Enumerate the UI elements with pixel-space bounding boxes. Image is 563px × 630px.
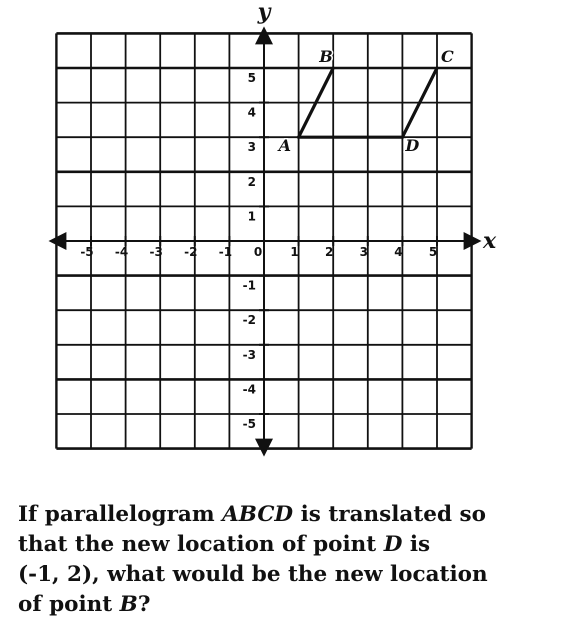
x-tick-label: 3 — [359, 245, 368, 259]
question-line-4 — [18, 590, 553, 620]
point-name: B — [119, 592, 138, 617]
question-text-segment: If parallelogram — [18, 502, 223, 527]
y-tick-label: 4 — [247, 105, 256, 120]
x-tick-label: ‑2 — [184, 245, 198, 259]
x-axis-label: x — [483, 228, 497, 254]
vertex-label-B: B — [319, 47, 333, 66]
vertex-label-A: A — [278, 136, 292, 156]
axes — [52, 30, 478, 453]
question-line-3: (‑1, 2), what would be the new location — [18, 562, 488, 587]
question-line-2 — [18, 530, 553, 560]
y-tick-label: 1 — [247, 209, 256, 224]
question-text-segment: of point — [18, 592, 120, 617]
question-text-segment: is translated so — [293, 502, 486, 527]
question-text-segment: that the new location of point — [18, 532, 384, 557]
point-name: D — [383, 532, 403, 557]
tick-labels — [80, 71, 437, 431]
x-tick-label: 5 — [428, 245, 438, 259]
x-tick-label: 4 — [394, 245, 403, 259]
y-tick-label: ‑5 — [242, 417, 256, 431]
y-tick-label: 3 — [247, 140, 256, 155]
x-tick-label: ‑3 — [149, 245, 163, 259]
shape-name: ABCD — [222, 502, 294, 527]
question-text — [18, 500, 553, 620]
question-line-1 — [18, 500, 553, 530]
y-tick-label: ‑3 — [242, 347, 256, 362]
vertex-label-C: C — [441, 47, 454, 66]
y-tick-label: ‑2 — [242, 313, 256, 328]
question-text-segment: ? — [137, 592, 151, 617]
question-text-segment: is — [402, 532, 431, 557]
x-tick-label: 2 — [325, 245, 334, 259]
y-axis-label: y — [257, 0, 271, 25]
x-tick-label: ‑1 — [218, 245, 233, 259]
vertex-labels — [277, 47, 454, 155]
y-tick-label: 5 — [247, 71, 256, 85]
x-tick-label: 1 — [290, 245, 299, 259]
x-tick-label: 0 — [253, 245, 263, 259]
y-tick-label: ‑1 — [242, 278, 256, 293]
y-tick-label: ‑4 — [242, 382, 256, 397]
y-tick-label: 2 — [247, 174, 256, 189]
vertex-label-D: D — [405, 136, 420, 156]
x-tick-label: ‑4 — [114, 245, 129, 259]
x-tick-label: ‑5 — [80, 245, 94, 259]
